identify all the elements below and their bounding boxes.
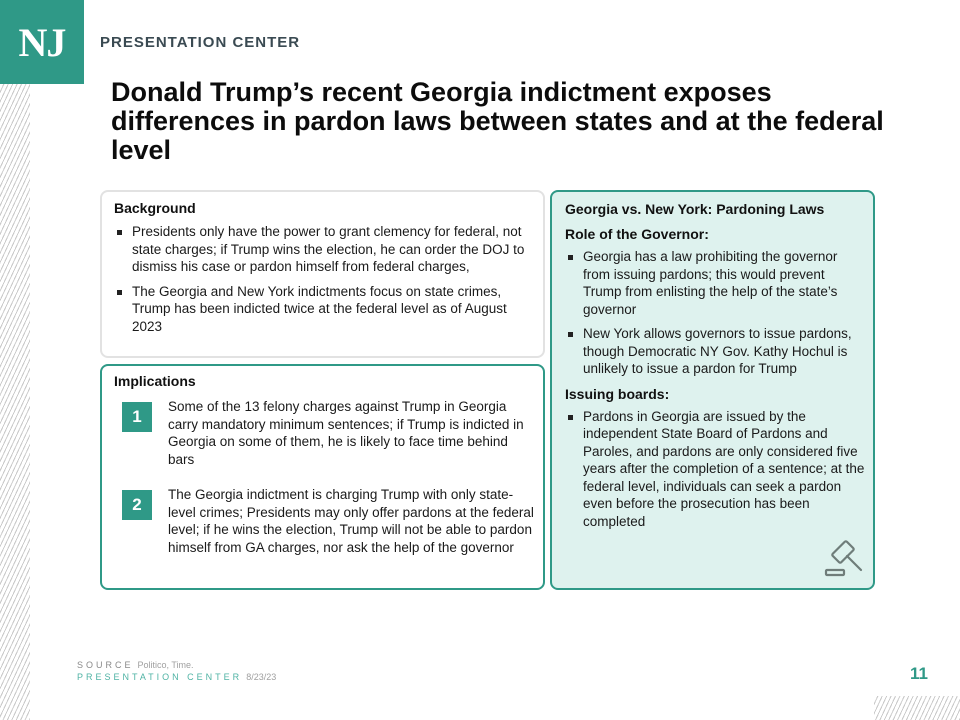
brand-name: PRESENTATION CENTER [100, 34, 301, 51]
implication-number-badge: 2 [122, 490, 152, 520]
background-list [114, 223, 533, 335]
background-bullet: The Georgia and New York indictments focus on state crimes, Trump has been indicted twice at the federal level as of August 2023 [114, 283, 533, 336]
page-number: 11 [910, 664, 928, 683]
comparison-heading: Georgia vs. New York: Pardoning Laws [565, 201, 825, 217]
governor-list [565, 248, 865, 378]
implication-item [114, 486, 537, 556]
footer-source [77, 660, 194, 670]
decorative-hatch-bottom-right [874, 696, 960, 720]
source-text: Politico, Time. [137, 660, 194, 670]
gavel-icon [823, 538, 867, 578]
source-label: SOURCE [77, 660, 134, 670]
implication-text: The Georgia indictment is charging Trump with only state-level crimes; Presidents may only offer pardons at the federal level; if he wins the election, Trump will not be able to pardon himself from GA charges, nor ask the help of the governor [168, 487, 534, 555]
slide-title: Donald Trump’s recent Georgia indictment exposes differences in pardon laws between states and at the federal level [111, 77, 884, 165]
implications-card [100, 364, 545, 590]
governor-bullet: New York allows governors to issue pardons, though Democratic NY Gov. Kathy Hochul is unlikely to issue a pardon for Trump [565, 325, 865, 378]
footer-center-label: PRESENTATION CENTER [77, 672, 243, 682]
background-heading: Background [114, 200, 196, 216]
background-card [100, 190, 545, 358]
governor-bullet: Georgia has a law prohibiting the governor from issuing pardons; this would prevent Trump from enlisting the help of the state’s governor [565, 248, 865, 318]
decorative-hatch-left [0, 84, 30, 720]
background-bullet: Presidents only have the power to grant clemency for federal, not state charges; if Trump wins the election, he can order the DOJ to dismiss his case or pardon himself from federal charges, [114, 223, 533, 276]
comparison-card [550, 190, 875, 590]
boards-bullet: Pardons in Georgia are issued by the independent State Board of Pardons and Paroles, and pardons are only considered five years after the completion of a sentence; at the federal level, individuals can seek a pardon even before the prosecution has been completed [565, 408, 865, 531]
nj-logo: NJ [0, 0, 84, 84]
footer-date: 8/23/23 [246, 672, 277, 682]
footer-presentation-center [77, 672, 276, 682]
implication-item [114, 398, 537, 468]
governor-subheading: Role of the Governor: [565, 226, 709, 242]
implication-number-badge: 1 [122, 402, 152, 432]
implication-text: Some of the 13 felony charges against Trump in Georgia carry mandatory minimum sentences; if Trump is indicted in Georgia on some of them, he is likely to face time behind bars [168, 399, 524, 467]
boards-list [565, 408, 865, 531]
boards-subheading: Issuing boards: [565, 385, 670, 402]
implications-heading: Implications [114, 373, 196, 389]
